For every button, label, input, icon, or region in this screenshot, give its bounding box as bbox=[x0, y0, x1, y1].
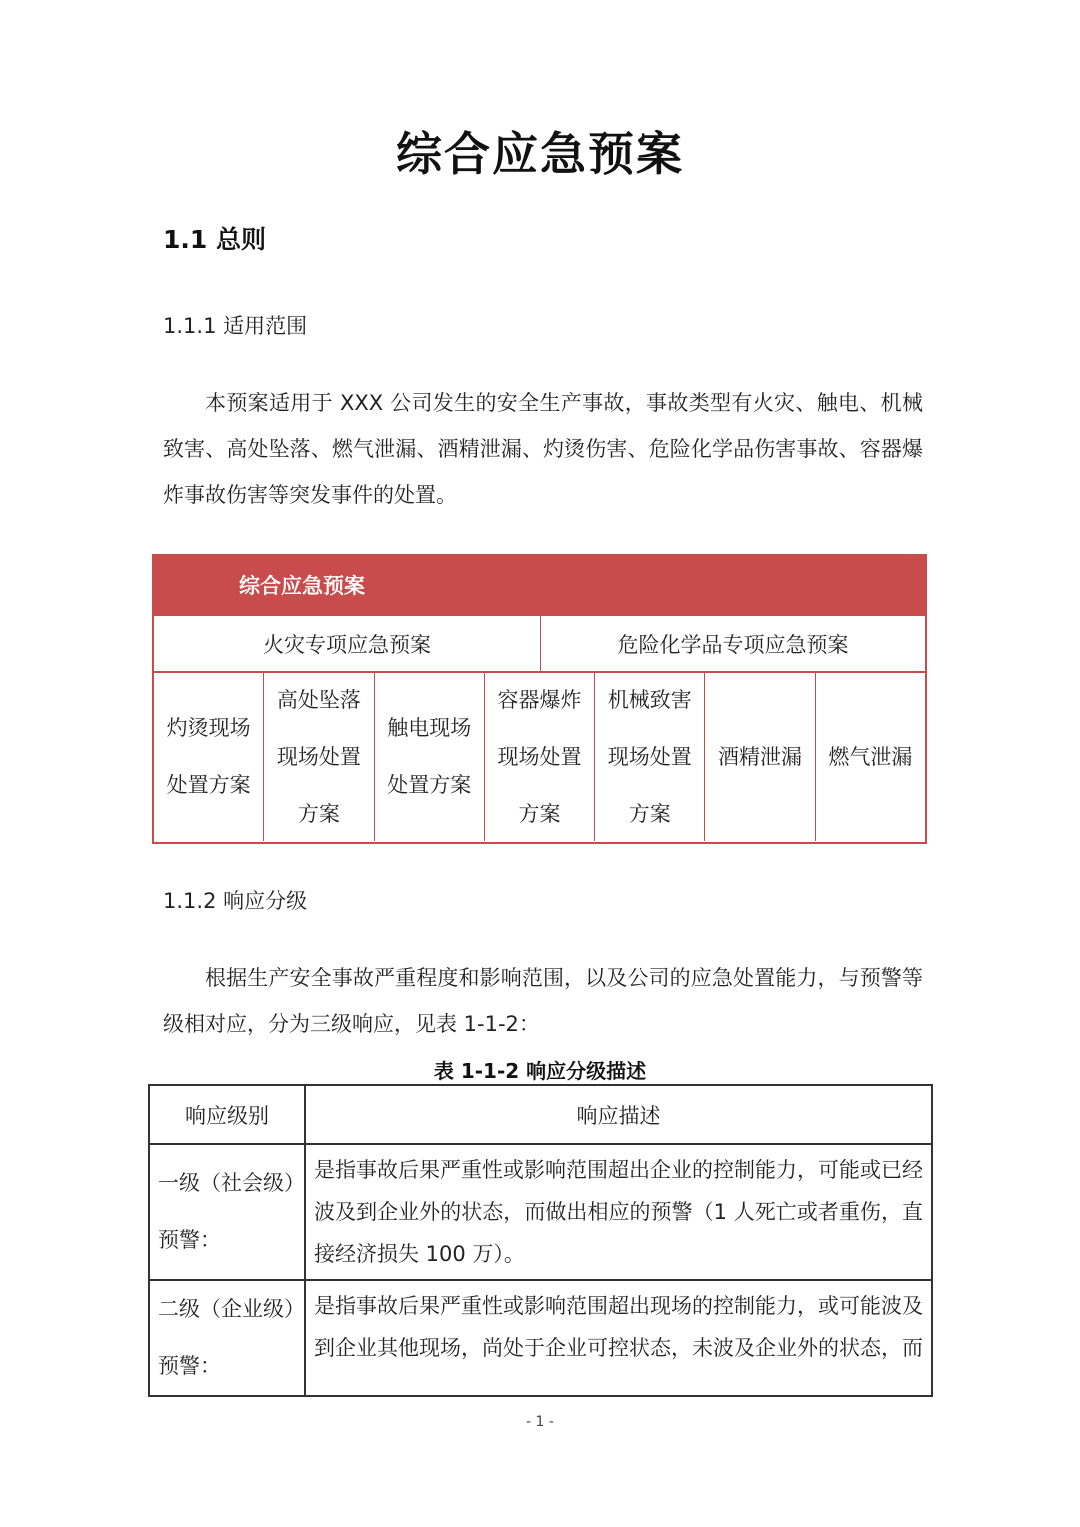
subsection-heading-response: 1.1.2 响应分级 bbox=[163, 889, 308, 913]
diagram-onsite-plan: 燃气泄漏 bbox=[828, 744, 913, 769]
table-header-desc: 响应描述 bbox=[305, 1085, 932, 1144]
table-header-level: 响应级别 bbox=[149, 1085, 305, 1144]
scope-paragraph: 本预案适用于 XXX 公司发生的安全生产事故，事故类型有火灾、触电、机械致害、高处坠落、燃气泄漏、酒精泄漏、灼烫伤害、危险化学品伤害事故、容器爆炸事故伤害等突发事件的处置。 bbox=[163, 391, 923, 507]
table-cell-level: 二级（企业级）预警： bbox=[149, 1280, 305, 1396]
response-level-table bbox=[148, 1084, 933, 1397]
diagram-onsite-plan: 高处坠落 现场处置 方案 bbox=[264, 673, 374, 841]
subsection-heading-scope: 1.1.1 适用范围 bbox=[163, 314, 308, 338]
table-header-row bbox=[149, 1085, 932, 1144]
table-cell-desc: 是指事故后果严重性或影响范围超出现场的控制能力，或可能波及到企业其他现场，尚处于企业可控状态，未波及企业外的状态，而 bbox=[305, 1280, 932, 1396]
diagram-special-plans bbox=[154, 616, 925, 673]
diagram-onsite-plan: 机械致害 现场处置 方案 bbox=[595, 673, 705, 841]
diagram-onsite-plans bbox=[154, 673, 925, 841]
diagram-fire-plan: 火灾专项应急预案 bbox=[154, 616, 541, 671]
document-title: 综合应急预案 bbox=[396, 127, 684, 181]
diagram-onsite-plan: 触电现场 处置方案 bbox=[375, 673, 485, 841]
table-row bbox=[149, 1144, 932, 1280]
table-caption: 表 1-1-2 响应分级描述 bbox=[433, 1059, 647, 1083]
table-row bbox=[149, 1280, 932, 1396]
section-heading: 1.1 总则 bbox=[163, 225, 266, 254]
diagram-top-plan: 综合应急预案 bbox=[154, 556, 925, 616]
diagram-onsite-plan: 酒精泄漏 bbox=[705, 673, 815, 841]
table-cell-desc: 是指事故后果严重性或影响范围超出企业的控制能力，可能或已经波及到企业外的状态，而做出相应的预警（1 人死亡或者重伤，直接经济损失 100 万）。 bbox=[305, 1144, 932, 1280]
page-number: - 1 - bbox=[526, 1414, 554, 1430]
response-paragraph: 根据生产安全事故严重程度和影响范围，以及公司的应急处置能力，与预警等级相对应，分为三级响应，见表 1-1-2： bbox=[163, 966, 923, 1036]
diagram-onsite-plan: 灼烫现场 处置方案 bbox=[154, 673, 264, 841]
table-cell-level: 一级（社会级）预警： bbox=[149, 1144, 305, 1280]
diagram-chemical-plan: 危险化学品专项应急预案 bbox=[617, 632, 849, 657]
diagram-onsite-plan: 容器爆炸 现场处置 方案 bbox=[485, 673, 595, 841]
plan-hierarchy-diagram bbox=[152, 554, 927, 844]
